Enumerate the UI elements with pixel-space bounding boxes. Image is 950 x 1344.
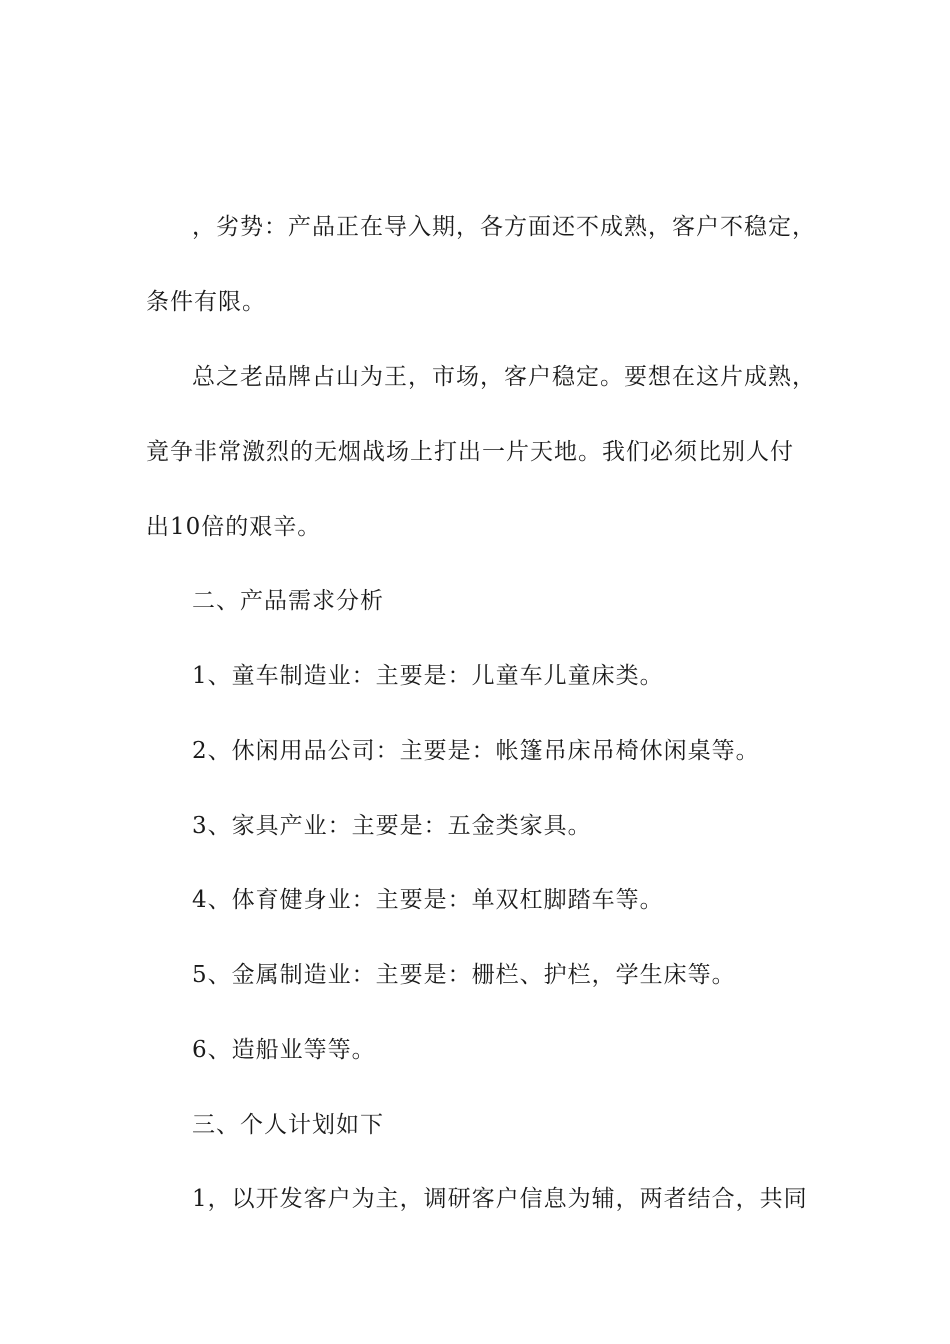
list-item: 1，以开发客户为主，调研客户信息为辅，两者结合，共同 xyxy=(192,1186,808,1212)
list-item: 3、家具产业：主要是：五金类家具。 xyxy=(192,813,592,839)
list-item: 4、体育健身业：主要是：单双杠脚踏车等。 xyxy=(192,887,664,913)
list-item: 1、童车制造业：主要是：儿童车儿童床类。 xyxy=(192,663,664,689)
paragraph-line: ，劣势：产品正在导入期，各方面还不成熟，客户不稳定， xyxy=(192,214,816,240)
list-item: 5、金属制造业：主要是：栅栏、护栏，学生床等。 xyxy=(192,962,736,988)
paragraph-line: 条件有限。 xyxy=(146,289,266,315)
paragraph-line: 总之老品牌占山为王，市场，客户稳定。要想在这片成熟， xyxy=(192,364,816,390)
paragraph-line: 竟争非常激烈的无烟战场上打出一片天地。我们必须比别人付 xyxy=(146,439,794,465)
list-item: 2、休闲用品公司：主要是：帐篷吊床吊椅休闲桌等。 xyxy=(192,738,760,764)
section-heading: 三、个人计划如下 xyxy=(192,1112,384,1138)
section-heading: 二、产品需求分析 xyxy=(192,588,384,614)
paragraph-line: 出10倍的艰辛。 xyxy=(146,514,322,540)
list-item: 6、造船业等等。 xyxy=(192,1037,376,1063)
